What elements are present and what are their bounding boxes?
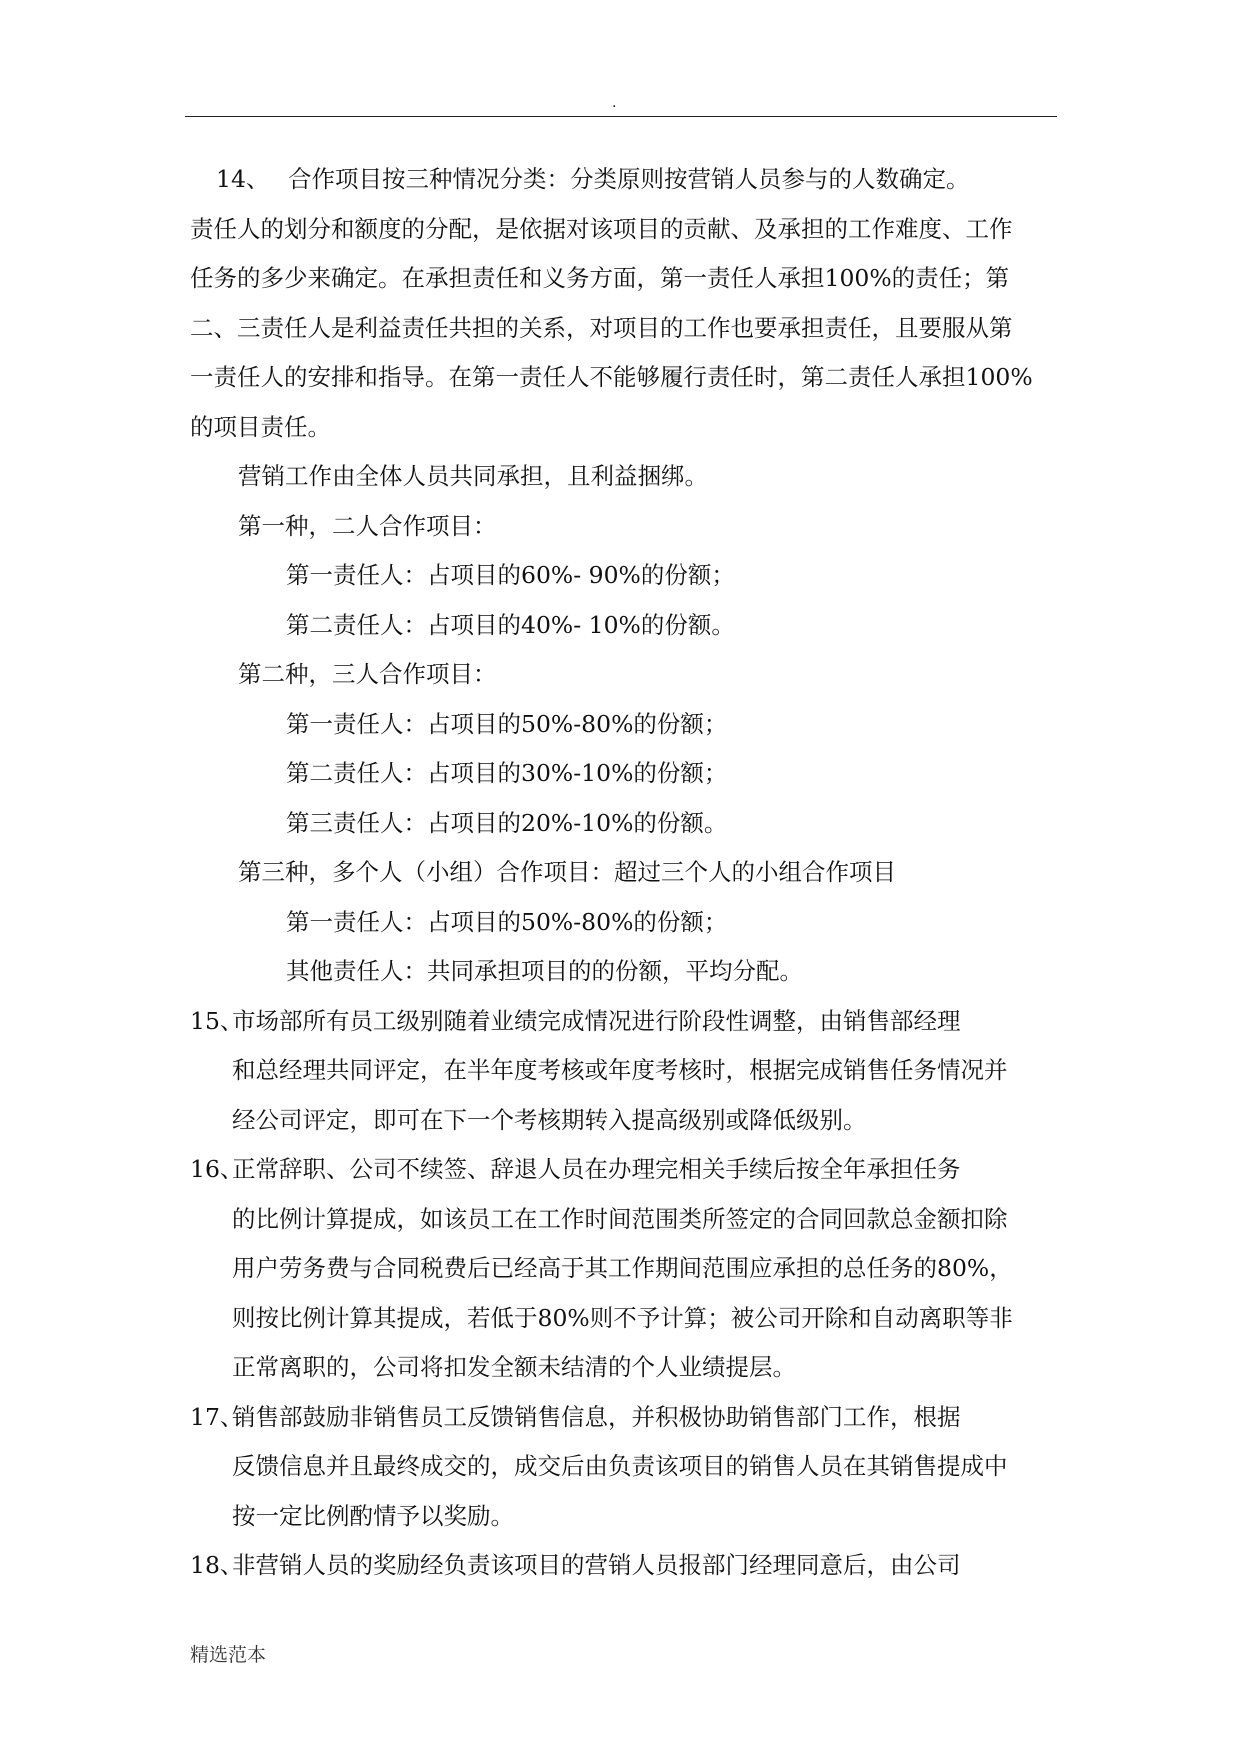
paragraph-line: 二、三责任人是利益责任共担的关系，对项目的工作也要承担责任，且要服从第 xyxy=(190,313,1013,342)
document-body xyxy=(190,155,1055,1591)
share-row: 第一责任人：占项目的50%-80%的份额； xyxy=(286,709,728,738)
share-row: 其他责任人：共同承担项目的的份额，平均分配。 xyxy=(286,957,803,985)
header-mark: . xyxy=(612,95,617,111)
paragraph-line: 和总经理共同评定，在半年度考核或年度考核时，根据完成销售任务情况并 xyxy=(232,1056,1008,1084)
section-number: 15、 xyxy=(190,1006,244,1035)
paragraph-line: 正常辞职、公司不续签、辞退人员在办理完相关手续后按全年承担任务 xyxy=(232,1155,961,1183)
section-number: 18、 xyxy=(190,1551,244,1579)
paragraph-line: 用户劳务费与合同税费后已经高于其工作期间范围应承担的总任务的80%， xyxy=(232,1254,1013,1282)
type-title: 第一种，二人合作项目： xyxy=(238,511,497,540)
share-row: 第二责任人：占项目的30%-10%的份额； xyxy=(286,759,728,787)
section-15 xyxy=(190,997,1055,1146)
type-title: 第二种，三人合作项目： xyxy=(238,660,497,688)
header-rule xyxy=(185,116,1057,117)
section-18 xyxy=(190,1541,1055,1591)
footer-label: 精选范本 xyxy=(190,1644,267,1666)
section-number: 14、 xyxy=(216,165,270,193)
type-title: 第三种，多个人（小组）合作项目：超过三个人的小组合作项目 xyxy=(238,858,896,886)
paragraph-line: 一责任人的安排和指导。在第一责任人不能够履行责任时，第二责任人承担100% xyxy=(190,363,1033,391)
section-14 xyxy=(190,155,1055,997)
paragraph-line: 市场部所有员工级别随着业绩完成情况进行阶段性调整，由销售部经理 xyxy=(232,1006,961,1035)
paragraph-line: 的比例计算提成，如该员工在工作时间范围类所签定的合同回款总金额扣除 xyxy=(232,1204,1008,1233)
paragraph-line: 销售部鼓励非销售员工反馈销售信息，并积极协助销售部门工作，根据 xyxy=(232,1402,961,1431)
section-16 xyxy=(190,1145,1055,1393)
paragraph-line: 的项目责任。 xyxy=(190,412,331,441)
share-row: 第一责任人：占项目的50%-80%的份额； xyxy=(286,907,728,936)
paragraph-line: 经公司评定，即可在下一个考核期转入提高级别或降低级别。 xyxy=(232,1105,867,1134)
paragraph-line: 按一定比例酌情予以奖励。 xyxy=(232,1501,514,1530)
paragraph-line: 责任人的划分和额度的分配，是依据对该项目的贡献、及承担的工作难度、工作 xyxy=(190,214,1013,243)
shared-responsibility-line: 营销工作由全体人员共同承担，且利益捆绑。 xyxy=(238,462,708,490)
paragraph-line: 非营销人员的奖励经负责该项目的营销人员报部门经理同意后，由公司 xyxy=(232,1551,961,1579)
share-row: 第二责任人：占项目的40%- 10%的份额。 xyxy=(286,610,735,639)
paragraph-line: 合作项目按三种情况分类：分类原则按营销人员参与的人数确定。 xyxy=(288,165,970,193)
share-row: 第一责任人：占项目的60%- 90%的份额； xyxy=(286,561,735,589)
paragraph-line: 正常离职的，公司将扣发全额未结清的个人业绩提层。 xyxy=(232,1353,796,1381)
paragraph-line: 则按比例计算其提成，若低于80%则不予计算；被公司开除和自动离职等非 xyxy=(232,1303,1013,1332)
paragraph-line: 任务的多少来确定。在承担责任和义务方面，第一责任人承担100%的责任；第 xyxy=(190,264,1010,292)
section-number: 16、 xyxy=(190,1155,244,1183)
section-17 xyxy=(190,1393,1055,1542)
paragraph-line: 反馈信息并且最终成交的，成交后由负责该项目的销售人员在其销售提成中 xyxy=(232,1452,1008,1480)
section-number: 17、 xyxy=(190,1402,244,1431)
share-row: 第三责任人：占项目的20%-10%的份额。 xyxy=(286,808,728,837)
